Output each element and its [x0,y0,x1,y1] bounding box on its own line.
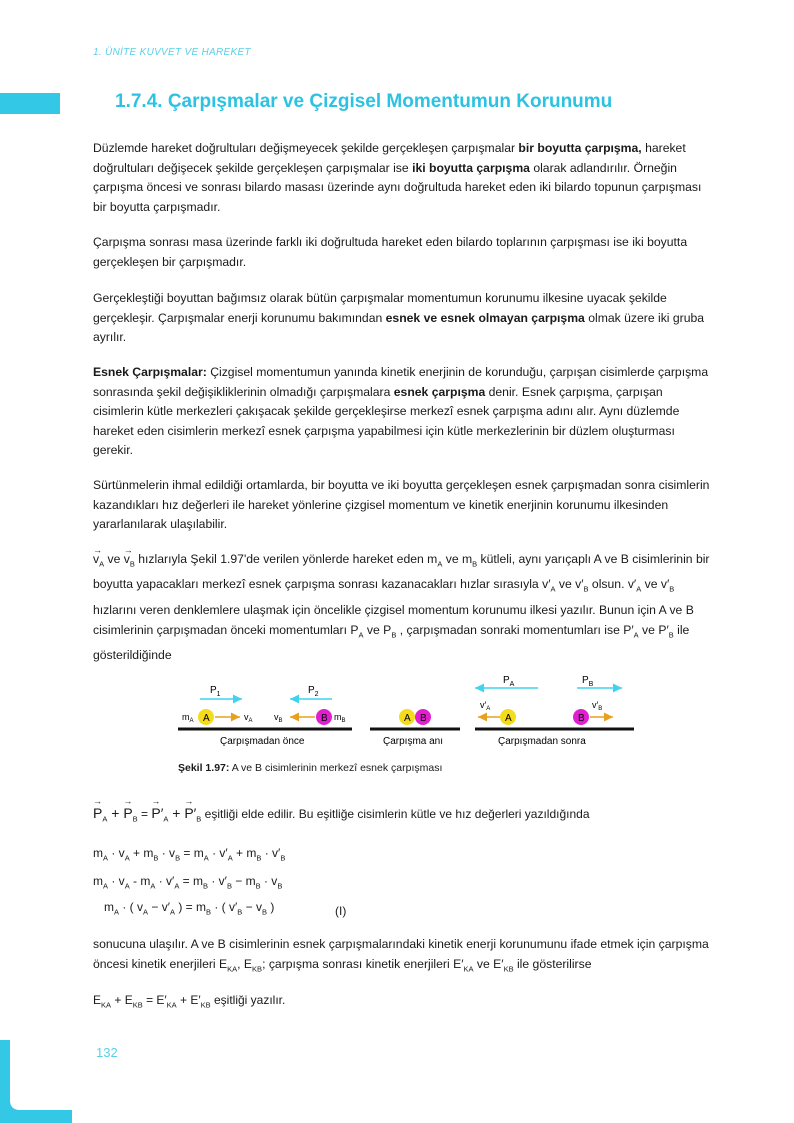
vb2-label: $v'_B$ [592,700,603,712]
eq-text: = m [180,846,204,860]
subscript: B [129,559,135,569]
subscript: B [132,814,138,824]
subscript: A [550,584,556,594]
eq-text: m [93,846,103,860]
label-before: Çarpışmadan önce [220,736,305,747]
collision-figure [170,668,640,750]
text-span: Gerçekleştiği boyuttan bağımsız olarak bütün çarpışmalar momentumun korunumu ilkesine uyacak şekilde gerçekleşir. Çarpışmalar enerji korunumu bakımından [93,291,667,325]
subscript: A [150,881,156,891]
subscript: A [124,881,130,891]
equation-momentum-scalar [93,846,285,862]
p2-label: $P_2$ [308,685,319,698]
eq-text: · ( v [119,900,144,914]
subscript: B [391,630,397,640]
figure-caption [178,762,442,774]
corner-decoration [0,1040,72,1123]
eq-text: · v′ [208,846,228,860]
subscript: B [583,584,589,594]
subscript: A [174,881,180,891]
eq-text: = E′ [142,993,167,1007]
caption-text: A ve B cisimlerinin merkezî esnek çarpışması [229,762,443,774]
eq-text: · v′ [261,846,281,860]
text-span: olmak üzere iki gruba ayrılır. [93,310,705,345]
eq-symbol: → P [123,805,132,821]
subscript: B [196,814,202,824]
label-during: Çarpışma anı [383,736,444,747]
title-accent-bar [0,93,60,114]
eq-text: ) [266,900,275,914]
eq-symbol: → P′ [151,805,163,821]
subscript: A [169,907,175,917]
equation-momentum-vector [93,805,590,823]
caption-label: Şekil 1.97: [178,762,230,774]
eq-text: - m [129,874,151,888]
subscript: A [437,559,443,569]
paragraph-two-dim: Çarpışma sonrası masa üzerinde farklı iki doğrultuda hareket eden bilardo toplarının çarpışması ise iki boyutta gerçekleşen bir çarpışmadır. [93,235,688,269]
eq-op: + [168,805,185,821]
subscript: B [255,881,261,891]
ball-a-label: A [203,713,210,724]
vb-label: $v_B$ [274,712,283,724]
eq-text: · v [260,874,278,888]
vector-va: → v [93,549,99,569]
text-span: ve v′ [555,577,584,592]
eq-text: − v [242,900,262,914]
subscript: A [103,853,109,863]
subscript: KB [200,1000,211,1010]
subscript: A [358,630,364,640]
subscript: KA [166,1000,177,1010]
ma-label: $m_A$ [182,712,194,724]
subscript: A [143,907,149,917]
page-number: 132 [96,1045,118,1060]
subscript: A [103,881,109,891]
subscript: A [203,853,209,863]
pa-label: $P_A$ [503,675,515,688]
eq-text: eşitliği elde edilir. Bu eşitliğe cisimlerin kütle ve hız değerleri yazıldığında [201,807,590,821]
subscript: A [633,630,639,640]
eq-text: · v [108,874,125,888]
subscript: A [124,853,130,863]
text-span: ve P [363,622,392,637]
text-span: ile gösterilirse [513,956,592,971]
text-span: ; çarpışma sonrası kinetik enerjileri E′ [262,956,464,971]
eq-text: + m [232,846,257,860]
subscript: A [114,907,120,917]
subscript: B [280,853,286,863]
eq-op: = [137,807,152,821]
eq-text: · ( v′ [211,900,238,914]
text-span: sonucuna ulaşılır. A ve B cisimlerinin esnek çarpışmalarındaki kinetik enerji korunumunu ifade etmek için çarpışma öncesi kinetik enerjileri E [93,937,709,971]
mb-label: $m_B$ [334,712,346,724]
subscript: KB [503,964,514,974]
eq-text: E [93,993,102,1007]
text-span: ve [104,552,124,566]
subscript: B [668,630,674,640]
eq-text: − v′ [148,900,170,914]
paragraph-elastic [93,363,713,461]
paragraph-kinetic [93,935,713,979]
text-span: ve P′ [638,622,669,637]
pb-label: $P_B$ [582,675,594,688]
text-span: ve E′ [473,956,504,971]
subscript: B [175,853,181,863]
subscript: B [472,559,478,569]
eq-text: m [104,900,114,914]
bold-heading: Esnek Çarpışmalar: [93,365,207,379]
eq-text: − m [231,874,256,888]
eq-text: = m [179,874,203,888]
ball-b-label: B [578,713,585,724]
text-span: denir. Esnek çarpışma, çarpışan cisimlerin kütle merkezleri çakışacak şekilde gerçekleşirse merkezî esnek çarpışma adını alır. Aynı düzlemde hareket eden cisimlerin merkezî esnek çarpışma yapabilmesi için kütle merkezlerinin bir düzlem oluşturması gerekir. [93,384,680,458]
subscript: B [203,881,209,891]
subscript: B [206,907,212,917]
eq-text: ) = m [174,900,206,914]
subscript: KA [463,964,474,974]
bold-term: esnek ve esnek olmayan çarpışma [385,310,585,325]
text-span: hareket doğrultuları değişecek şekilde gerçekleşen çarpışmalar ise [93,141,686,175]
eq-text: + m [129,846,154,860]
subscript: B [226,881,232,891]
paragraph-conservation [93,289,713,348]
vector-vb: → v [124,549,130,569]
text-span: ile gösterildiğinde [93,622,690,663]
subscript: A [102,814,108,824]
text-span: olsun. v′ [588,577,637,592]
ball-b-label: B [420,713,427,724]
subscript: A [99,559,105,569]
subscript: B [669,584,675,594]
subscript: A [636,584,642,594]
paragraph-friction: Sürtünmelerin ihmal edildiği ortamlarda, bir boyutta ve iki boyutta gerçekleşen esnek çarpışmadan sonra cisimlerin kazandıkları hız değerleri ile hareket yönlerine çizgisel momentum ve kinetik enerjinin korunumu ilkesinden yararlanılarak ulaşılabilir. [93,478,710,532]
text-span: Düzlemde hareket doğrultuları değişmeyecek şekilde gerçekleşen çarpışmalar [93,141,519,155]
text-span: hızlarıyla Şekil 1.97'de verilen yönlerde hareket eden m [134,552,438,566]
text-span: ve m [442,552,473,566]
text-span: kütleli, aynı yarıçaplı A ve B cisimlerinin bir boyutta yapacakları merkezî esnek çarpışma sonrası kazanacakları hızlar sırasıyla v′ [93,552,710,592]
paragraph-velocities [93,549,713,665]
bold-term: iki boyutta çarpışma [412,160,530,175]
subscript: B [261,907,267,917]
bold-term: esnek çarpışma [393,384,486,399]
subscript: KA [101,1000,112,1010]
ball-b-label: B [321,713,328,724]
eq-text: · v [108,846,125,860]
subscript: A [227,853,233,863]
eq-text: + E [111,993,133,1007]
equation-number: (I) [335,904,347,918]
eq-text: + E′ [176,993,201,1007]
ball-a-label: A [404,713,411,724]
subscript: B [153,853,159,863]
subscript: B [256,853,262,863]
subscript: B [277,881,283,891]
text-span: olarak adlandırılır. Örneğin çarpışma öncesi ve sonrası bilardo masası üzerinde aynı doğrultuda hareket eden iki bilardo topunun çarpışması bir boyutta çarpışmadır. [93,160,702,214]
subscript: B [237,907,243,917]
equation-one [104,900,364,916]
text-span: , E [237,956,253,971]
subscript: KB [132,1000,143,1010]
eq-symbol: → P′ [184,805,196,821]
text-span: hızlarını veren denklemlere ulaşmak için öncelikle çizgisel momentum korunumu ilkesi yazılır. Bunun için A ve B cisimlerinin çarpışmadan önceki momentumları P [93,602,694,637]
p1-label: $P_1$ [210,685,221,698]
eq-text: · v′ [155,874,175,888]
text-span: Çizgisel momentumun yanında kinetik enerjinin de korunduğu, çarpışan cisimlerde çarpışma sonrasında şekil değişikliklerinin olmadığı çarpışmalara [93,365,709,399]
va2-label: $v'_A$ [480,700,491,712]
eq-text: · v′ [208,874,227,888]
eq-text: · v [158,846,176,860]
eq-symbol: → P [93,805,102,821]
subscript: KA [227,964,238,974]
ball-a-label: A [505,713,512,724]
unit-header: 1. ÜNİTE KUVVET VE HAREKET [93,47,251,58]
equation-rearranged [93,874,282,890]
eq-text: m [93,874,103,888]
eq-op: + [107,805,124,821]
subscript: A [163,814,169,824]
bold-term: bir boyutta çarpışma, [518,141,642,155]
va-label: $v_A$ [244,712,253,724]
text-span: , çarpışmadan sonraki momentumları ise P′ [396,622,634,637]
equation-energy [93,993,285,1009]
paragraph-intro [93,139,713,217]
eq-text: eşitliği yazılır. [210,993,286,1007]
subscript: KB [252,964,263,974]
text-span: ve v′ [641,577,670,592]
section-title: 1.7.4. Çarpışmalar ve Çizgisel Momentumun Korunumu [115,91,613,112]
label-after: Çarpışmadan sonra [498,736,586,747]
